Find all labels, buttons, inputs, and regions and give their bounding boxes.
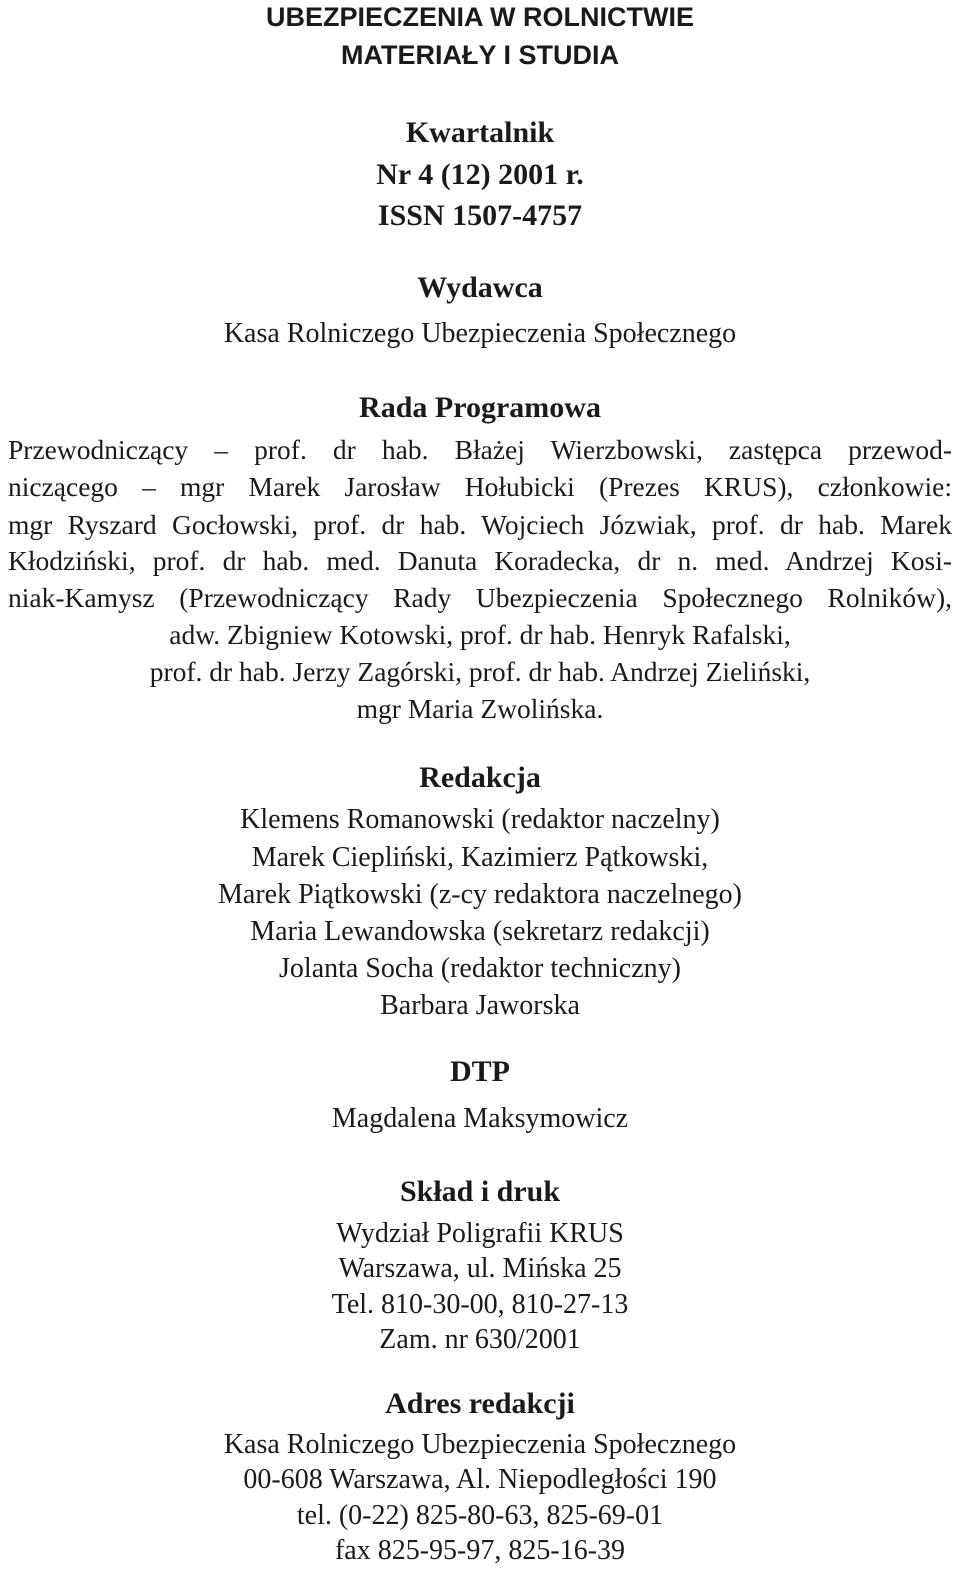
editorial-line: Barbara Jaworska (380, 990, 580, 1021)
editorial-line: Jolanta Socha (redaktor techniczny) (279, 953, 681, 984)
address-fax: fax 825-95-97, 825-16-39 (334, 1535, 626, 1566)
council-line: niak-Kamysz (Przewodniczący Rady Ubezpieczenia Społecznego Rolników), (8, 582, 952, 613)
dtp-heading: DTP (450, 1055, 510, 1088)
issue-number: Nr 4 (12) 2001 r. (376, 158, 584, 191)
journal-subtitle: MATERIAŁY I STUDIA (340, 40, 619, 70)
printing-heading: Skład i druk (399, 1175, 561, 1208)
council-line: Kłodziński, prof. dr hab. med. Danuta Koradecka, dr n. med. Andrzej Kosi- (8, 545, 952, 576)
council-line: mgr Ryszard Gocłowski, prof. dr hab. Wojciech Józwiak, prof. dr hab. Marek (8, 509, 952, 540)
editorial-line: Klemens Romanowski (redaktor naczelny) (240, 804, 720, 835)
council-line: mgr Maria Zwolińska. (356, 693, 604, 724)
printing-line: Tel. 810-30-00, 810-27-13 (331, 1289, 629, 1320)
issue-frequency: Kwartalnik (405, 116, 555, 149)
publisher-name: Kasa Rolniczego Ubezpieczenia Społecznego (223, 318, 737, 349)
printing-line: Zam. nr 630/2001 (379, 1324, 581, 1355)
address-heading: Adres redakcji (385, 1387, 575, 1420)
printing-line: Wydział Poligrafii KRUS (336, 1218, 624, 1249)
publisher-heading: Wydawca (417, 271, 543, 304)
issn: ISSN 1507-4757 (377, 199, 583, 232)
address-line: 00-608 Warszawa, Al. Niepodległości 190 (243, 1464, 717, 1495)
editorial-line: Maria Lewandowska (sekretarz redakcji) (250, 916, 710, 947)
printing-line: Warszawa, ul. Mińska 25 (338, 1253, 622, 1284)
editorial-heading: Redakcja (419, 761, 541, 794)
council-line: adw. Zbigniew Kotowski, prof. dr hab. Henryk Rafalski, (169, 619, 791, 650)
dtp-name: Magdalena Maksymowicz (331, 1103, 629, 1134)
council-line: niczącego – mgr Marek Jarosław Hołubicki (Prezes KRUS), członkowie: (8, 471, 952, 502)
council-line: prof. dr hab. Jerzy Zagórski, prof. dr hab. Andrzej Zieliński, (149, 656, 811, 687)
editorial-line: Marek Piątkowski (z-cy redaktora naczelnego) (218, 879, 742, 910)
program-council-heading: Rada Programowa (359, 391, 601, 424)
address-phone: tel. (0-22) 825-80-63, 825-69-01 (296, 1500, 664, 1531)
journal-title: UBEZPIECZENIA W ROLNICTWIE (266, 2, 694, 32)
editorial-line: Marek Ciepliński, Kazimierz Pątkowski, (251, 842, 709, 873)
address-line: Kasa Rolniczego Ubezpieczenia Społecznego (223, 1429, 737, 1460)
council-line: Przewodniczący – prof. dr hab. Błażej Wierzbowski, zastępca przewod- (8, 434, 952, 465)
